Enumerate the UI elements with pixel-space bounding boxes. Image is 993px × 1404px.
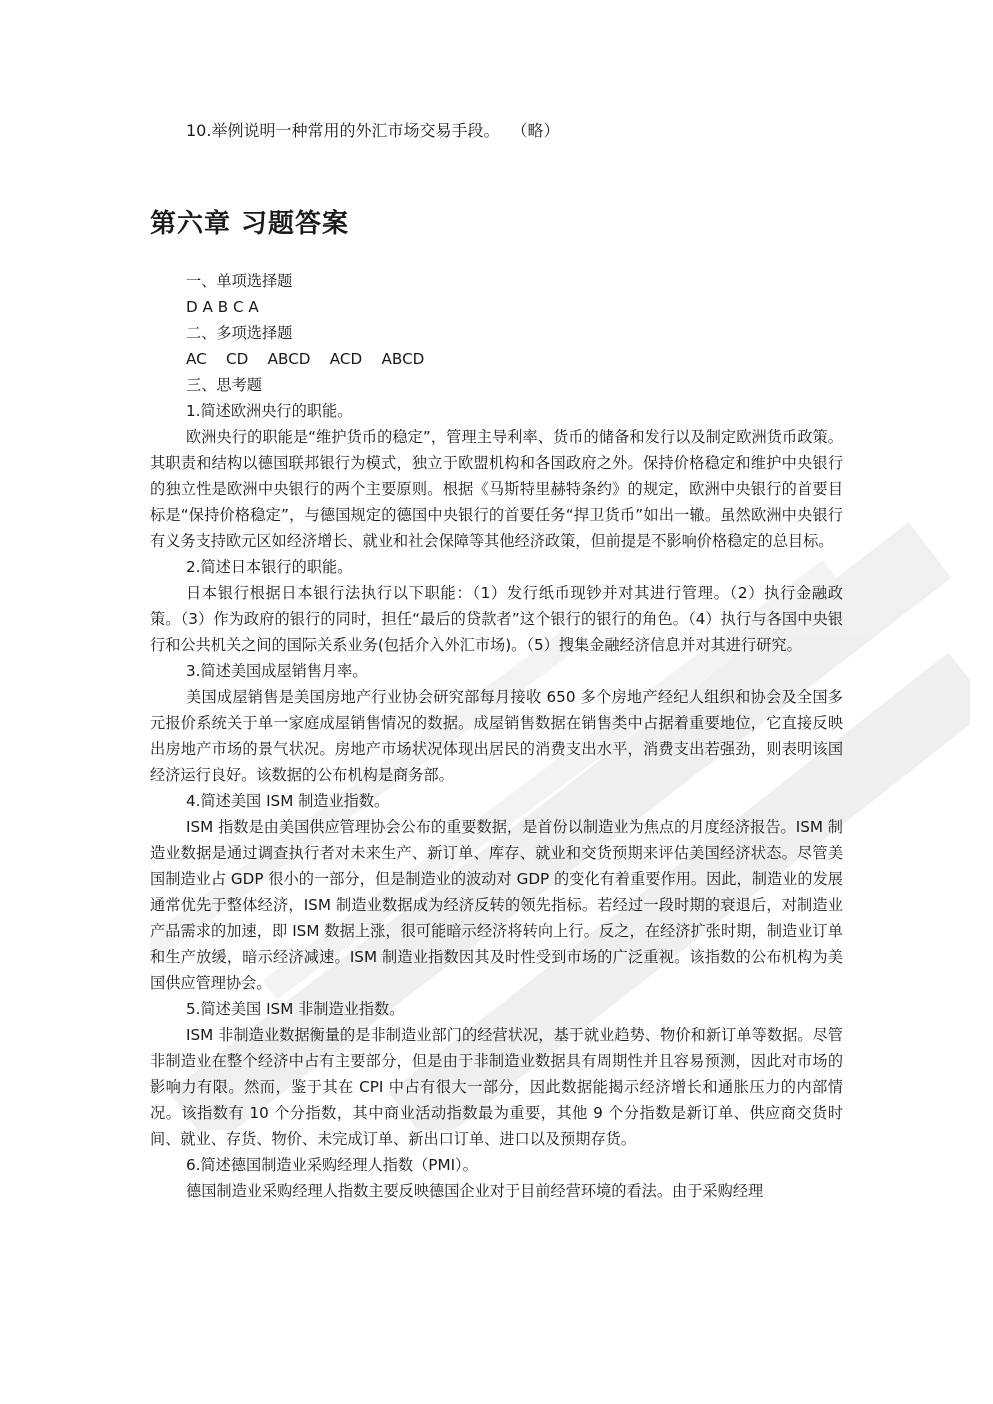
single-choice-answers: D A B C A [186,298,259,316]
question-answer: 美国成屋销售是美国房地产行业协会研究部每月接收 650 多个房地产经纪人组织和协会及全国多元报价系统关于单一家庭成屋销售情况的数据。成屋销售数据在销售类中占据着重要地位，它直接反映出房地产市场的景气状况。房地产市场状况体现出居民的消费支出水平，消费支出若强劲，则表明该国经济运行良好。该数据的公布机构是商务部。 [150,688,843,784]
previous-question [186,120,559,142]
single-choice-heading: 一、单项选择题 [186,272,293,290]
multi-choice-answers: AC CD ABCD ACD ABCD [186,350,425,368]
question-answer: ISM 指数是由美国供应管理协会公布的重要数据，是首份以制造业为焦点的月度经济报告。ISM 制造业数据是通过调查执行者对未来生产、新订单、库存、就业和交货预期来评估美国经济状态。尽管美国制造业占 GDP 很小的一部分，但是制造业的波动对 GDP 的变化有着重要作用。因此，制造业的发展通常优先于整体经济，ISM 制造业数据成为经济反转的领先指标。若经过一段时期的衰退后，对制造业产品需求的加速，即 ISM 数据上涨，很可能暗示经济将转向上行。反之，在经济扩张时期，制造业订单和生产放缓，暗示经济减速。ISM 制造业指数因其及时性受到市场的广泛重视。该指数的公布机构为美国供应管理协会。 [150,818,843,992]
question-answer: 欧洲央行的职能是“维护货币的稳定”，管理主导利率、货币的储备和发行以及制定欧洲货币政策。其职责和结构以德国联邦银行为模式，独立于欧盟机构和各国政府之外。保持价格稳定和维护中央银行的独立性是欧洲中央银行的两个主要原则。根据《马斯特里赫特条约》的规定，欧洲中央银行的首要目标是“保持价格稳定”，与德国规定的德国中央银行的首要任务“捍卫货币”如出一辙。虽然欧洲中央银行有义务支持欧元区如经济增长、就业和社会保障等其他经济政策，但前提是不影响价格稳定的总目标。 [150,428,843,550]
previous-question-text: 10.举例说明一种常用的外汇市场交易手段。 [186,121,500,140]
question-answer: 日本银行根据日本银行法执行以下职能：（1）发行纸币现钞并对其进行管理。（2）执行金融政策。（3）作为政府的银行的同时，担任“最后的贷款者”这个银行的银行的角色。（4）执行与各国中央银行和公共机关之间的国际关系业务(包括介入外汇市场)。（5）搜集金融经济信息并对其进行研究。 [150,584,843,654]
question-title: 3.简述美国成屋销售月率。 [186,662,368,680]
question-title: 6.简述德国制造业采购经理人指数（PMI）。 [186,1156,478,1174]
previous-question-note: （略） [519,121,560,140]
question-title: 2.简述日本银行的职能。 [186,558,353,576]
thinking-heading: 三、思考题 [186,376,262,394]
question-answer: ISM 非制造业数据衡量的是非制造业部门的经营状况，基于就业趋势、物价和新订单等数据。尽管非制造业在整个经济中占有主要部分，但是由于非制造业数据具有周期性并且容易预测，因此对市场的影响力有限。然而，鉴于其在 CPI 中占有很大一部分，因此数据能揭示经济增长和通胀压力的内部情况。该指数有 10 个分指数，其中商业活动指数最为重要，其他 9 个分指数是新订单、供应商交货时间、就业、存货、物价、未完成订单、新出口订单、进口以及预期存货。 [150,1026,843,1148]
question-answer: 德国制造业采购经理人指数主要反映德国企业对于目前经营环境的看法。由于采购经理 [186,1182,764,1200]
chapter-title: 第六章 习题答案 [150,209,350,239]
question-title: 4.简述美国 ISM 制造业指数。 [186,792,390,810]
question-title: 1.简述欧洲央行的职能。 [186,402,353,420]
multi-choice-heading: 二、多项选择题 [186,324,293,342]
answer-content [150,268,843,1204]
question-title: 5.简述美国 ISM 非制造业指数。 [186,1000,405,1018]
